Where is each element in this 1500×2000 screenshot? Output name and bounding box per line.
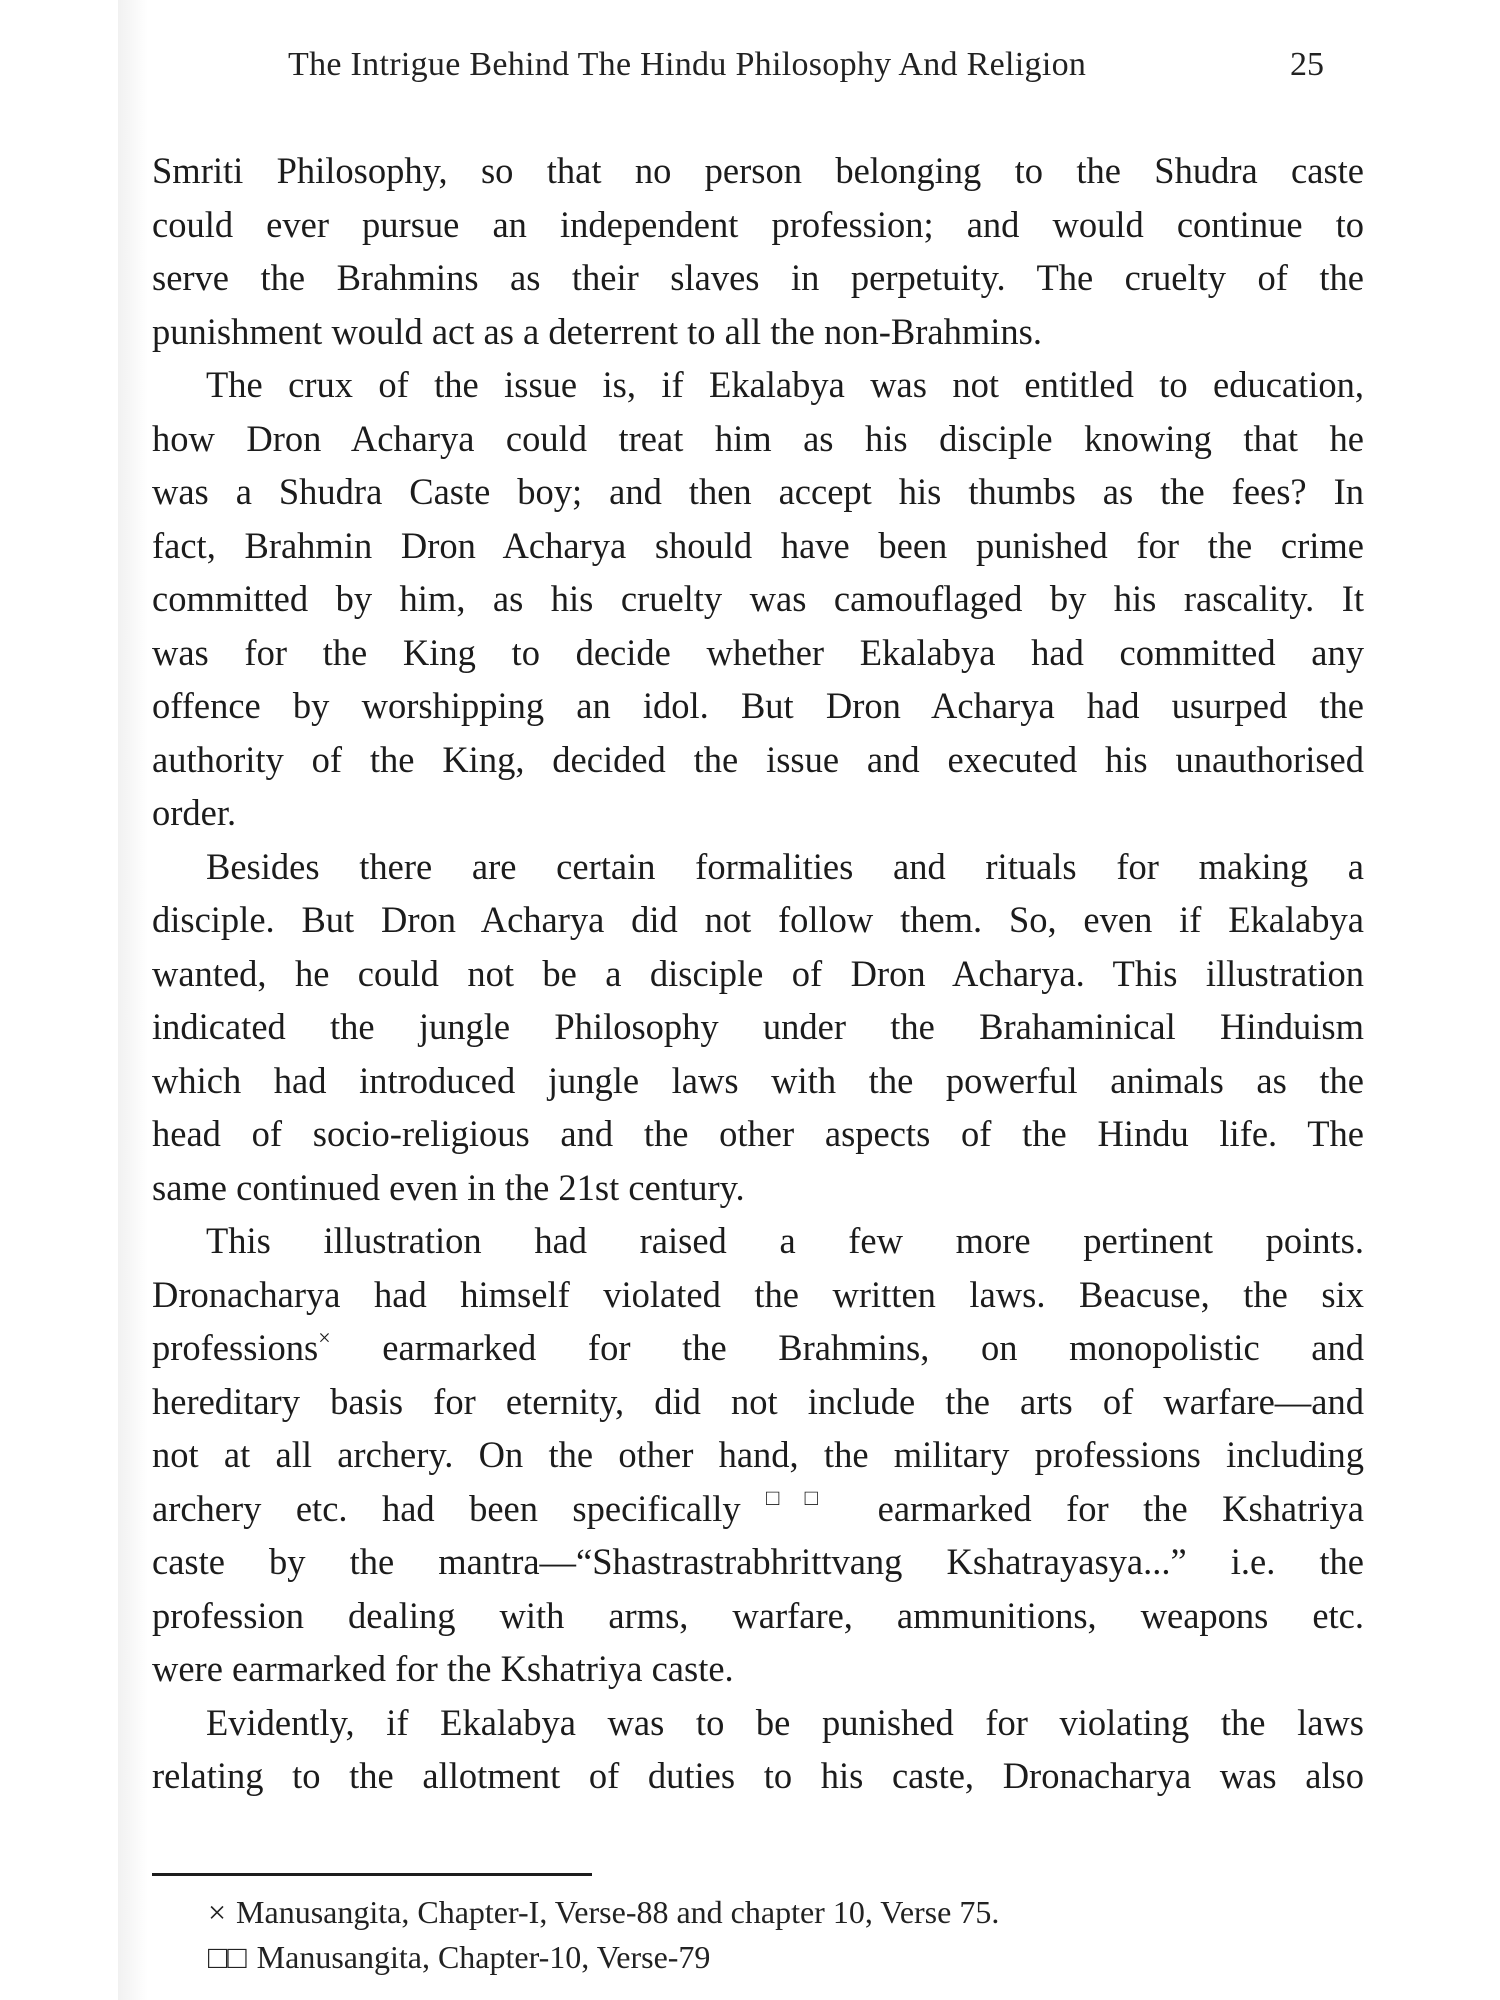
text-line: Evidently, if Ekalabya was to be punished for violating the laws <box>206 1701 1364 1743</box>
footnotes <box>208 1890 1308 1980</box>
text-line: This illustration had raised a few more pertinent points. <box>206 1220 1364 1261</box>
text-line: wanted, he could not be a disciple of Dron Acharya. This illustration <box>152 952 1364 994</box>
text-line: relating to the allotment of duties to his caste, Dronacharya was also <box>152 1755 1364 1796</box>
text-line: authority of the King, decided the issue and executed his unauthorised <box>152 738 1364 780</box>
page-number: 25 <box>1290 46 1324 83</box>
footnote-text: Manusangita, Chapter-I, Verse-88 and chapter 10, Verse 75. <box>236 1894 1000 1930</box>
text-fragment: archery etc. had been specifically <box>152 1487 741 1529</box>
text-line: disciple. But Dron Acharya did not follow them. So, even if Ekalabya <box>152 899 1364 940</box>
text-line: was a Shudra Caste boy; and then accept his thumbs as the fees? In <box>152 471 1364 512</box>
text-line: Dronacharya had himself violated the written laws. Beacuse, the six <box>152 1273 1364 1315</box>
text-line: punishment would act as a deterrent to all the non-Brahmins. <box>152 310 1042 352</box>
footnote-1 <box>208 1890 1308 1935</box>
text-line: caste by the mantra—“Shastrastrabhrittvang Kshatrayasya...” i.e. the <box>152 1541 1364 1582</box>
text-line: order. <box>152 792 237 833</box>
text-line: could ever pursue an independent profession; and would continue to <box>152 203 1364 245</box>
footnote-mark: × <box>208 1894 227 1930</box>
text-line: were earmarked for the Kshatriya caste. <box>152 1648 734 1689</box>
text-line <box>152 1321 1364 1375</box>
text-fragment: earmarked for the Kshatriya <box>843 1487 1365 1529</box>
text-line: same continued even in the 21st century. <box>152 1166 745 1208</box>
text-line: Smriti Philosophy, so that no person belonging to the Shudra caste <box>152 150 1364 191</box>
text-fragment: professions <box>152 1327 319 1368</box>
text-line: serve the Brahmins as their slaves in perpetuity. The cruelty of the <box>152 257 1364 298</box>
footnote-mark: □□ <box>208 1939 247 1975</box>
text-line <box>152 1482 1364 1536</box>
text-fragment: earmarked for the Brahmins, on monopolistic and <box>330 1327 1364 1368</box>
text-line: not at all archery. On the other hand, the military professions including <box>152 1434 1364 1475</box>
text-line: how Dron Acharya could treat him as his disciple knowing that he <box>152 417 1364 459</box>
footnote-2 <box>208 1935 1308 1980</box>
footnote-ref-2: □□ <box>740 1485 844 1511</box>
text-line: Besides there are certain formalities and rituals for making a <box>206 845 1364 887</box>
text-line: profession dealing with arms, warfare, ammunitions, weapons etc. <box>152 1594 1364 1636</box>
text-line: The crux of the issue is, if Ekalabya was not entitled to education, <box>206 364 1364 405</box>
text-line: head of socio-religious and the other aspects of the Hindu life. The <box>152 1113 1364 1154</box>
footnote-divider <box>152 1873 592 1876</box>
footnote-ref-1: × <box>318 1324 331 1350</box>
text-line: indicated the jungle Philosophy under the Brahaminical Hinduism <box>152 1006 1364 1047</box>
page-gutter-shadow <box>118 0 148 2000</box>
text-line: fact, Brahmin Dron Acharya should have been punished for the crime <box>152 524 1364 566</box>
text-line: offence by worshipping an idol. But Dron Acharya had usurped the <box>152 685 1364 726</box>
footnote-text: Manusangita, Chapter-10, Verse-79 <box>256 1939 711 1975</box>
text-line: was for the King to decide whether Ekalabya had committed any <box>152 631 1364 673</box>
running-header-title: The Intrigue Behind The Hindu Philosophy And Religion <box>288 46 1087 83</box>
text-line: hereditary basis for eternity, did not include the arts of warfare—and <box>152 1380 1364 1422</box>
body-text <box>152 144 1364 1803</box>
text-line: which had introduced jungle laws with the powerful animals as the <box>152 1059 1364 1101</box>
text-line: committed by him, as his cruelty was camouflaged by his rascality. It <box>152 578 1364 619</box>
